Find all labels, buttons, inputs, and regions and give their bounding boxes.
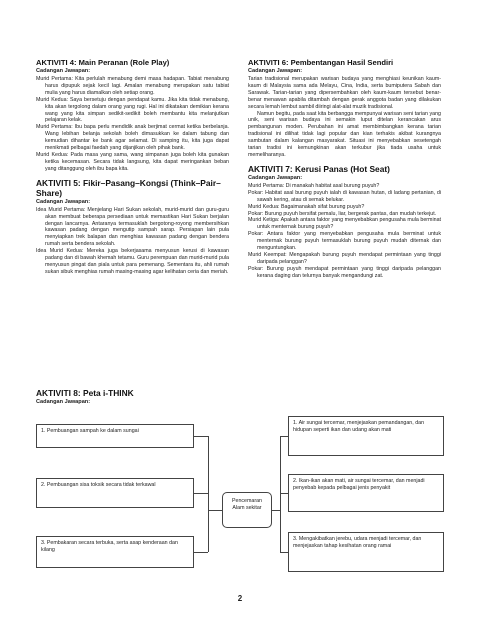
connector-line: [280, 493, 288, 494]
connector-line: [280, 436, 288, 437]
dialogue-line: Pokar: Burung puyuh bersifat pemalu, liar, bergerak pantas, dan mudah terkejut.: [248, 210, 437, 217]
activity-4-title: AKTIVITI 4: Main Peranan (Role Play): [36, 58, 170, 67]
effect-box: 1. Air sungai tercemar, menjejaskan pemandangan, dan hidupan seperti ikan dan udang akan mati: [288, 416, 444, 456]
activity-6-paragraph: Tarian tradisional merupakan warisan budaya yang menghiasi keunikan kaum-kaum di Malaysia sama ada Melayu, Cina, India, serta bumiputera Sabah dan Sarawak. Tarian-tarian yang dipersembahkan oleh kaum-kaum tersebut benar-benar menawan apabila ditambah dengan gerak anggota badan yang dilakukan secara lemah lembut sambil diiringi alat-alat muzik tradisional.: [248, 76, 441, 110]
dialogue-line: Pokar: Habitat asal burung puyuh ialah di kawasan hutan, di ladang pertanian, di sawah kering, atau di semak belukar.: [248, 189, 441, 203]
connector-line: [208, 510, 222, 511]
activity-8-title: AKTIVITI 8: Peta i-THINK: [36, 388, 134, 398]
activity-4-subtitle: Cadangan Jawapan:: [36, 68, 91, 74]
connector-line: [272, 510, 280, 511]
activity-5-title: AKTIVITI 5: Fikir–Pasang–Kongsi (Think–Pair–Share): [36, 177, 221, 198]
dialogue-line: Murid Pertama: Kita perlulah menabung demi masa hadapan. Tabiat menabung harus dipupuk sejak kecil lagi. Amalan menabung merupakan satu tabiat mulia yang harus diamalkan oleh setiap orang.: [36, 76, 229, 96]
cause-box: 2. Pembuangan sisa toksik secara tidak terkawal: [36, 478, 194, 508]
activity-6-paragraph: Namun begitu, pada saat kita berbangga mempunyai warisan seni tarian yang unik, seni warisan budaya ini semakin luput ditelan kerancakan arus pembangunan moden. Perubahan ini amat membimbangkan kerana tarian tradisional ini dilihat tidak lagi popular dan kian terhakis akibat kurangnya sambutan dalam kalangan masyarakat. Situasi ini menyebabkan sesetengah tarian tradisi ini kemungkinan akan terkubur jika tiada usaha untuk memeliharanya.: [248, 110, 441, 158]
activity-7-title: AKTIVITI 7: Kerusi Panas (Hot Seat): [248, 163, 390, 174]
idea-line: Idea Murid Kedua: Mereka juga bekerjasama menyusun kerusi di kawasan padang dan di bawah khemah tetamu. Guru perempuan dan murid-murid pula menyusun pingat dan piala untuk para pemenang. Sementara itu, ahli rumah sukan sibuk menghias rumah masing-masing agar kelihatan ceria dan meriah.: [36, 248, 229, 275]
dialogue-line: Murid Pertama: Ibu bapa perlu mendidik anak berjimat cermat ketika berbelanja. Wang lebihan belanja sekolah boleh dimasukkan ke dalam tabung dan kemudian dihantar ke bank agar selamat. Di samping itu, kita juga dapat menikmati pelbagai faedah yang dijanjikan oleh pihak bank.: [36, 124, 229, 152]
connector-line: [280, 552, 288, 553]
connector-line: [208, 436, 209, 552]
idea-line: Idea Murid Pertama: Menjelang Hari Sukan sekolah, murid-murid dan guru-guru akan membuat beberapa persediaan untuk memastikan Hari Sukan berjalan dengan lancarnya. Antaranya termasuklah bergotong-royong membersihkan kawasan padang dengan mengutip sampah sarap. Persiapan lain pula menyiapkan trek balapan dan menghias kawasan padang dengan bendera rumah serta bendera sekolah.: [36, 206, 229, 248]
activity-8-subtitle: Cadangan Jawapan:: [36, 399, 91, 405]
connector-line: [194, 436, 208, 437]
activity-8: [36, 388, 446, 407]
activity-6-title: AKTIVITI 6: Pembentangan Hasil Sendiri: [248, 58, 394, 67]
cause-box: 1. Pembuangan sampah ke dalam sungai: [36, 424, 194, 448]
dialogue-line: Murid Kedua: Bagaimanakah sifat burung puyuh?: [248, 203, 365, 210]
dialogue-line: Murid Kedua: Saya bersetuju dengan pendapat kamu. Jika kita tidak menabung, kita akan tergolong dalam orang yang rugi. Hal ini dikatakan demikian kerana wang yang kita simpan sedikit-sedikit boleh membantu kita melanjutkan pelajaran kelak.: [36, 96, 229, 124]
dialogue-line: Murid Pertama: Di manakah habitat asal burung puyuh?: [248, 182, 380, 189]
dialogue-line: Murid Ketiga: Apakah antara faktor yang menyebabkan pengusaha mula berminat untuk menternak burung puyuh?: [248, 217, 441, 231]
ithink-multi-flow-map: [36, 412, 446, 582]
effect-box: 3. Mengakibatkan jerebu, udara menjadi tercemar, dan menjejaskan tahap kesihatan orang ramai: [288, 532, 444, 572]
activity-5-subtitle: Cadangan Jawapan:: [36, 198, 91, 205]
connector-line: [194, 493, 208, 494]
activity-4: [36, 58, 229, 173]
dialogue-line: Pokar: Burung puyuh mendapat permintaan yang tinggi daripada pelanggan kerana daging dan telurnya banyak mengandungi zat.: [248, 265, 441, 279]
activity-5: [36, 178, 229, 276]
dialogue-line: Murid Kedua: Pada masa yang sama, wang simpanan juga boleh kita gunakan ketika kecemasan. Secara tidak langsung, kita dapat meringankan beban yang ditanggung oleh ibu bapa kita.: [36, 151, 229, 172]
activity-7-subtitle: Cadangan Jawapan:: [248, 174, 303, 181]
dialogue-line: Pokar: Antara faktor yang menyebabkan pengusaha mula berminat untuk menternak burung puyuh termasuklah burung puyuh mudah diternak dan menguntungkan.: [248, 231, 441, 252]
connector-line: [280, 436, 281, 552]
cause-box: 3. Pembakaran secara terbuka, serta asap kenderaan dan kilang: [36, 536, 194, 568]
right-column: [248, 58, 441, 285]
activity-7: [248, 164, 441, 280]
activity-6-subtitle: Cadangan Jawapan:: [248, 68, 303, 74]
page-number: 2: [237, 594, 243, 603]
activity-6: [248, 58, 441, 159]
connector-line: [194, 552, 208, 553]
center-topic-box: Pencemaran Alam sekitar: [222, 492, 272, 528]
dialogue-line: Murid Keempat: Mengapakah burung puyuh mendapat permintaan yang tinggi daripada pelanggan?: [248, 251, 441, 265]
left-column: [36, 58, 229, 281]
effect-box: 2. Ikan-ikan akan mati, air sungai tercemar, dan menjadi penyebab kepada pelbagai jenis penyakit: [288, 474, 444, 512]
